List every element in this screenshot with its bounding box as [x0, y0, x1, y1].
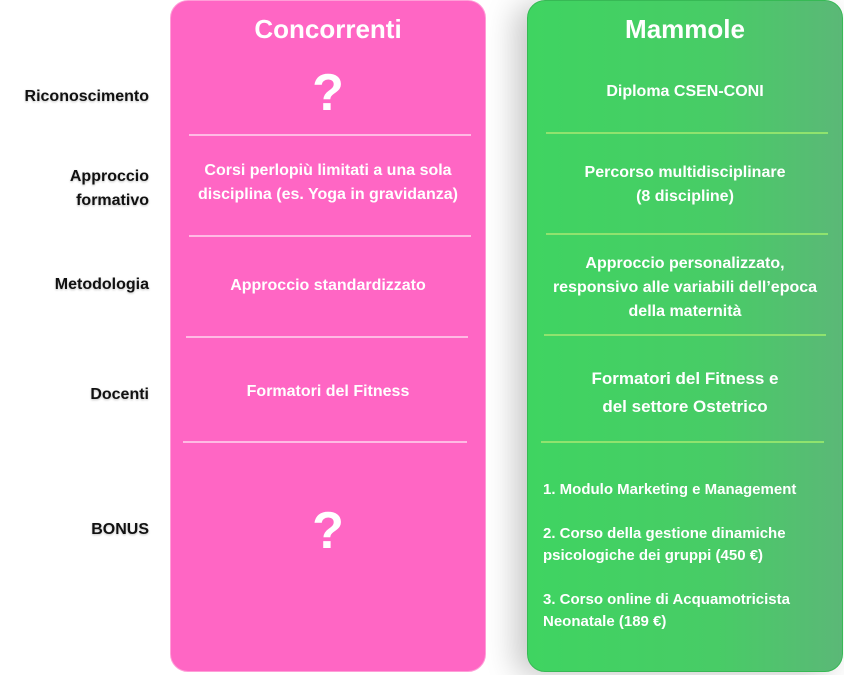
mammole-bonus-item-2-line1: 2. Corso della gestione dinamiche	[543, 525, 786, 542]
competitors-bonus-question-mark: ?	[312, 502, 344, 560]
competitors-divider-1	[189, 134, 471, 136]
mammole-teachers-line2: del settore Ostetrico	[602, 397, 768, 416]
mammole-divider-1	[546, 132, 828, 134]
row-label-methodology: Metodologia	[54, 276, 149, 293]
competitors-divider-3	[186, 336, 468, 338]
mammole-divider-3	[544, 334, 826, 336]
mammole-methodology-line1: Approccio personalizzato,	[585, 255, 785, 272]
mammole-bonus-item-3-line2: Neonatale (189 €)	[543, 613, 667, 630]
mammole-bonus-item-2-line2: psicologiche dei gruppi (450 €)	[543, 547, 764, 564]
competitors-teachers: Formatori del Fitness	[246, 383, 410, 400]
mammole-approach-line2: (8 discipline)	[636, 188, 734, 205]
competitors-title: Concorrenti	[254, 14, 402, 44]
mammole-title: Mammole	[625, 14, 745, 44]
competitors-column	[170, 0, 486, 672]
mammole-methodology-line3: della maternità	[628, 303, 742, 320]
mammole-divider-2	[546, 233, 828, 235]
competitors-divider-4	[183, 441, 467, 443]
mammole-approach	[528, 161, 842, 209]
mammole-column	[527, 0, 843, 672]
competitors-approach-line2: disciplina (es. Yoga in gravidanza)	[198, 186, 458, 203]
mammole-bonus-list	[543, 479, 832, 655]
competitors-methodology: Approccio standardizzato	[230, 277, 426, 294]
mammole-methodology-line2: responsivo alle variabili dell’epoca	[552, 279, 818, 296]
mammole-methodology	[528, 252, 842, 324]
competitors-divider-2	[189, 235, 471, 237]
row-label-approach-line2: formativo	[76, 192, 149, 209]
mammole-divider-4	[541, 441, 824, 443]
row-label-approach	[70, 165, 149, 213]
mammole-bonus-item-3	[543, 589, 832, 633]
row-label-recognition: Riconoscimento	[24, 88, 149, 105]
mammole-teachers	[528, 365, 842, 421]
competitors-recognition-question-mark: ?	[312, 64, 344, 122]
row-label-teachers: Docenti	[90, 386, 149, 403]
competitors-approach-line1: Corsi perlopiù limitati a una sola	[204, 162, 452, 179]
mammole-teachers-line1: Formatori del Fitness e	[591, 369, 779, 388]
mammole-bonus-item-2	[543, 523, 832, 567]
competitors-approach	[171, 159, 485, 207]
mammole-bonus-item-1	[543, 479, 832, 501]
row-label-bonus: BONUS	[91, 521, 149, 538]
mammole-approach-line1: Percorso multidisciplinare	[584, 164, 786, 181]
mammole-bonus-item-1-line1: 1. Modulo Marketing e Management	[543, 481, 797, 498]
row-label-approach-line1: Approccio	[69, 168, 149, 185]
mammole-bonus-item-3-line1: 3. Corso online di Acquamotricista	[543, 591, 790, 608]
mammole-recognition: Diploma CSEN-CONI	[606, 83, 764, 100]
